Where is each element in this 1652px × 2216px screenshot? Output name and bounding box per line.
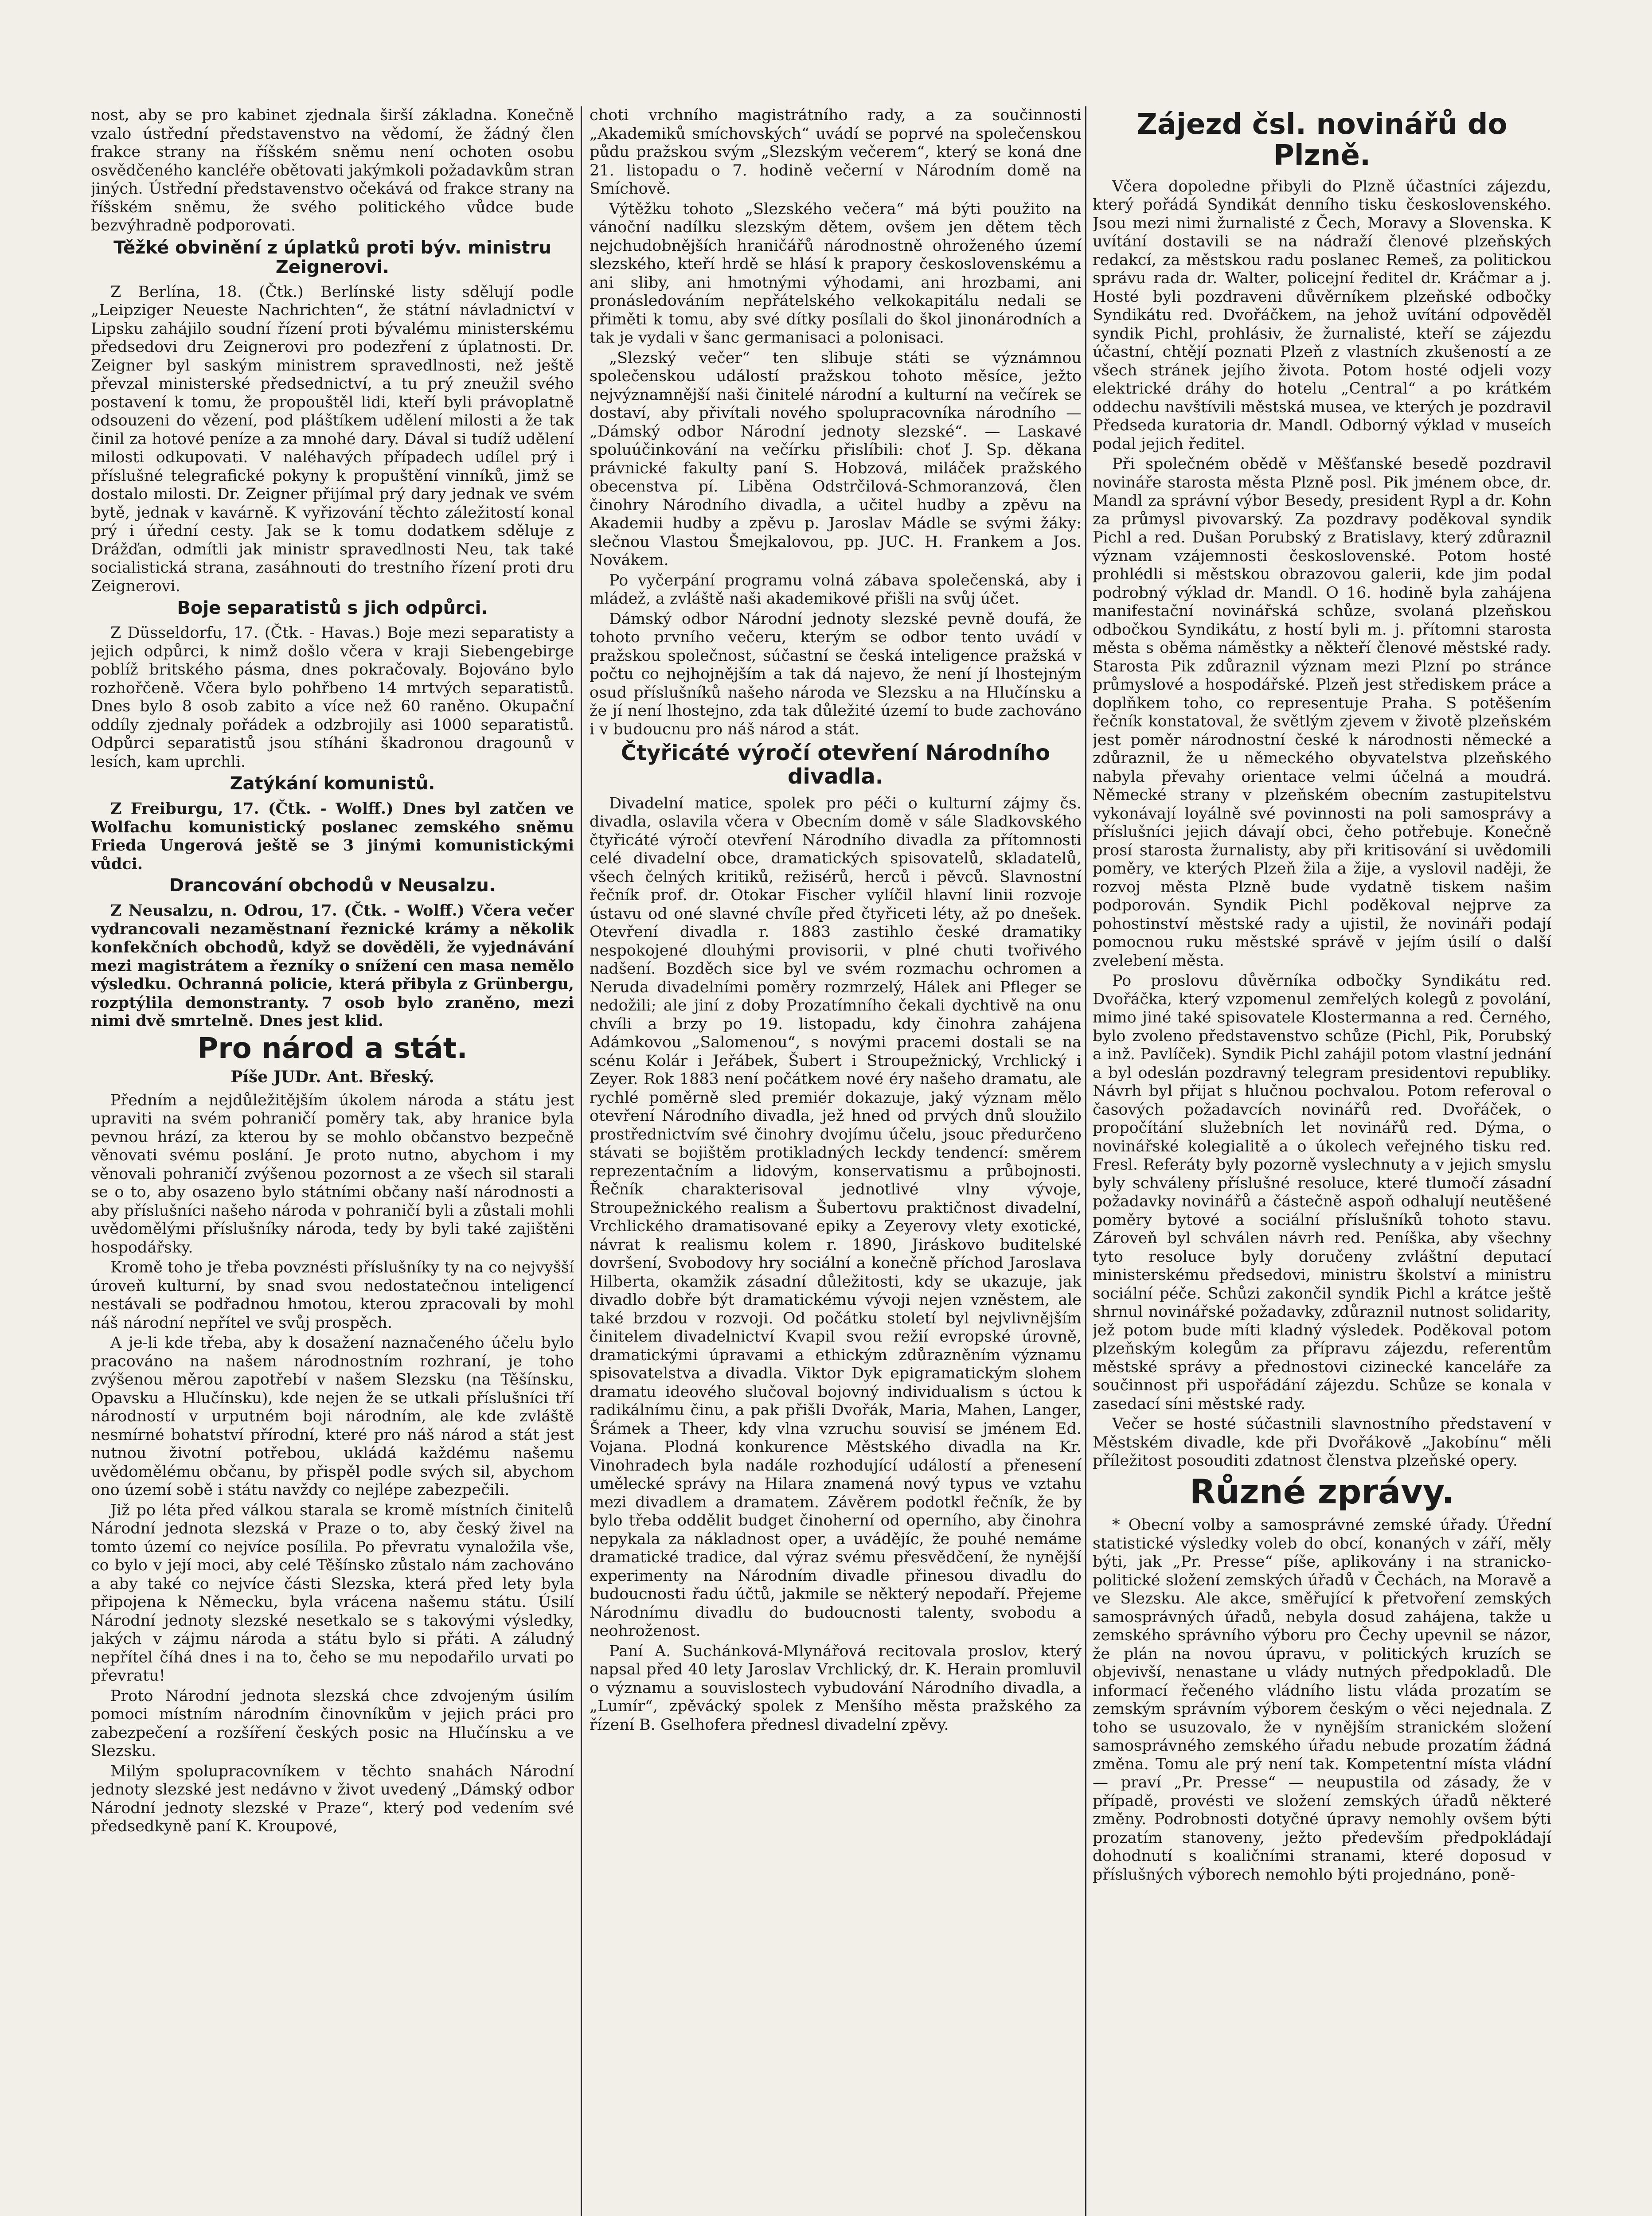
article-headline: Těžké obvinění z úplatků proti býv. ministru Zeignerovi.: [113, 237, 551, 277]
article-headline: Drancování obchodů v Neusalzu.: [169, 875, 496, 896]
article-paragraph: Předním a nejdůležitějším úkolem národa a státu jest upraviti na svém pohraničí poměry tak, aby hranice byla pevnou hrází, za kterou by se mohlo občanstvo bezpečně věnovati svému poslání. Je proto nutno, abychom i my věnovali pohraničí zvýšenou pozornost a ze všech sil starali se o to, aby osazeno bylo státními občany naší národnosti a aby příslušníci našeho národa v pohraničí byli a zůstali mohli uvědomělými příslušníky národa, tedy by byli také zajištěni hospodářsky.: [91, 1091, 574, 1256]
article-headline: Různé zprávy.: [1189, 1471, 1455, 1511]
article-paragraph: Paní A. Suchánková-Mlynářová recitovala proslov, který napsal před 40 lety Jaroslav Vrchlický, dr. K. Herain promluvil o významu a souvislostech vybudování Národního divadla, a „Lumír“, zpěvácký spolek z Menšího města pražského za řízení B. Gselhofera přednesl divadelní zpěvy.: [590, 1642, 1082, 1734]
article-paragraph: Po proslovu důvěrníka odbočky Syndikátu red. Dvořáčka, který vzpomenul zemřelých kolegů z povolání, mimo jiné také spisovatele Klostermanna a red. Černého, bylo zvoleno představenstvo schůze (Pichl, Pik, Porubský a inž. Pavlíček). Syndik Pichl zahájil potom vlastní jednání a byl odeslán pozdravný telegram presidentovi republiky. Návrh byl přijat s hlučnou pochvalou. Potom referoval o časových požadavcích novinářů red. Dvořáček, o propočítání služebních let novinářů red. Dýma, o novinářské kolegialitě a o úkolech veřejného tisku red. Fresl. Referáty byly pozorně vyslechnuty a v jejich smyslu byly schváleny příslušné resoluce, které tlumočí zásadní požadavky novinářů a částečně aspoň odhalují neutěšené poměry bytové a sociální příslušníků tohoto stavu. Zároveň byl schválen návrh red. Peníška, aby všechny tyto resoluce byly doručeny zvláštní deputací ministerskému předsedovi, ministru školství a ministru sociální péče. Schůzi zakončil syndik Pichl a krátce ještě shrnul novinářské požadavky, zdůraznil nutnost solidarity, jež potom bude míti kladný výsledek. Poděkoval potom plzeňským kolegům za přípravu zájezdu, referentům městské správy a přednostovi cizinecké kanceláře za součinnost při uspořádání zájezdu. Schůze se konala v zasedací síni městské rady.: [1093, 972, 1551, 1413]
article-byline: Píše JUDr. Ant. Břeský.: [230, 1067, 434, 1086]
article-paragraph: Proto Národní jednota slezská chce zdvojeným úsilím pomoci místním národním činovníkům v jejich práci pro zabezpečení a rozšíření českých posic na Hlučínsku a ve Slezsku.: [91, 1687, 574, 1760]
article-paragraph: * Obecní volby a samosprávné zemské úřady. Úřední statistické výsledky voleb do obcí, konaných v září, měly býti, jak „Pr. Presse“ píše, aplikovány i na stranicko-politické složení zemských úřadů v Čechách, na Moravě a ve Slezsku. Ale akce, směřující k přetvoření zemských samosprávných úřadů, nebyla dosud zahájena, takže u zemského správního výboru pro Čechy upevnil se názor, že plán na novou úpravu, v politických kruzích se objevivší, nenastane u vlády nutných předpokladů. Dle informací řečeného vládního listu vláda prozatím se zemským správním výborem českým o věci nejednala. Z toho se usuzovalo, že v nynějším stranickém složení samosprávného zemského úřadu nebude prozatím žádná změna. Tomu ale prý není tak. Kompetentní místa vládní — praví „Pr. Presse“ — neupustila od zásady, že v případě, provésti ve složení zemských úřadů některé změny. Podrobnosti dotyčné úpravy nemohly ovšem býti prozatím stanoveny, ježto především předpokládají dohodnutí s koaličními stranami, které doposud v příslušných výborech nemohlo býti projednáno, poně-: [1093, 1516, 1551, 1884]
article-headline: Boje separatistů s jich odpůrci.: [177, 598, 488, 618]
column-right: [1093, 106, 1551, 2216]
article-paragraph: Z Düsseldorfu, 17. (Čtk. - Havas.) Boje mezi separatisty a jejich odpůrci, k nimž došlo včera v kraji Siebengebirge poblíž britského pásma, dnes pokračovaly. Bojováno bylo rozhořčeně. Včera bylo pohřbeno 14 mrtvých separatistů. Dnes bylo 8 osob zabito a více než 60 raněno. Okupační oddíly zjednaly pořádek a odzbrojily asi 1000 separatistů. Odpůrci separatistů jsou stíháni škadronou dragounů v lesích, kam uprchli.: [91, 624, 574, 771]
article-paragraph: Divadelní matice, spolek pro péči o kulturní zájmy čs. divadla, oslavila včera v Obecním domě v sále Sladkovského čtyřicáté výročí otevření Národního divadla za přítomnosti celé divadelní obce, dramatických spisovatelů, skladatelů, všech čelných kritiků, režisérů, herců i pěvců. Slavnostní řečník prof. dr. Otokar Fischer vylíčil hlavní linii rozvoje ústavu od oné slavné chvíle před čtyřiceti léty, až po dnešek. Otevření divadla r. 1883 zastihlo české dramatiky nespokojené dlouhými provisorii, v plné chuti tvořivého nadšení. Bozděch sice byl ve svém rozmachu ochromen a Neruda divadelními poměry rozmrzelý, Hálek ani Pfleger se nedožili; ale jiní z doby Prozatímního čekali dychtivě na onu chvíli a brzy po 19. listopadu, kdy činohra zahájena Adámkovou „Salomenou“, s novými pracemi dostali se na scénu Kolár i Jeřábek, Šubert i Stroupežnický, Vrchlický i Zeyer. Rok 1883 není počátkem nové éry našeho dramatu, ale rychlé poměrně sled premiér dokazuje, jaký význam mělo otevření Národního divadla, jež hned od prvých dnů sloužilo prostřednictvím své činohry dvojímu účelu, jsouc předurčeno stávati se bojištěm protikladných leckdy tendencí: směrem reprezentačním a lidovým, konservatismu a průbojnosti. Řečník charakterisoval jednotlivé vlny vývoje, Stroupežnického realism a Šubertovu praktičnost divadelní, Vrchlického dramatisované epiky a Zeyerovy vlety exotické, návrat k realismu kolem r. 1890, Jiráskovo buditelské dovršení, Svobodovy hry sociální a konečně příchod Jaroslava Hilberta, okamžik zásadní důležitosti, kdy se ukazuje, jak divadlo dobře být dramatickému vývoji nejen vzněstem, ale také brzdou v rozvoji. Od počátku století byl nejvlivnějším činitelem divadelnictví Kvapil svou režií evropské úrovně, dramatickými úpravami a ethickým zdůrazněním významu spisovatelstva a divadla. Viktor Dyk epigramatickým slohem dramatu ideového slučoval bojovný individualism s úctou k radikálnímu činu, a pak přišli Dvořák, Maria, Mahen, Langer, Šrámek a Theer, kdy vlna vzruchu souvisí se jménem Ed. Vojana. Plodná konkurence Městského divadla na Kr. Vinohradech byla nadále rozhodující událostí a přenesení umělecké správy na Hilara znamená nový typus ve vztahu mezi divadlem a dramatem. Závěrem podotkl řečník, že by bylo třeba oddělit budget činoherní od operního, aby činohra nepykala za nákladnost oper, a uvádějíc, že pouhé nemáme dramatické tradice, dal výraz svému přesvědčení, že nynější experimenty na Národním divadle přinesou divadlu do budoucnosti řadu účtů, jakmile se některý nepodaří. Přejeme Národnímu divadlu do budoucnosti talenty, svobodu a neohroženost.: [590, 794, 1082, 1640]
article-paragraph: Již po léta před válkou starala se kromě místních činitelů Národní jednota slezská v Praze o to, aby český živel na tomto území co nejvíce posílila. Po převratu vynaložila vše, co bylo v její moci, aby celé Těšínsko zůstalo nám zachováno a aby také co nejvíce části Slezska, která před lety byla připojena k Německu, byla vrácena našemu státu. Úsilí Národní jednoty slezské nesetkalo se s takovými výsledky, jakých v zájmu národa a státu bylo si přáti. A záludný nepřítel číhá dnes i na to, čeho se mu nepodařilo urvati po převratu!: [91, 1501, 574, 1685]
article-paragraph: Včera dopoledne přibyli do Plzně účastníci zájezdu, který pořádá Syndikát denního tisku československého. Jsou mezi nimi žurnalisté z Čech, Moravy a Slovenska. K uvítání dostavili se na nádraží členové plzeňských redakcí, za městskou radu poslanec Remeš, za politickou správu rada dr. Walter, policejní ředitel dr. Kráčmar a j. Hosté byli pozdraveni důvěrníkem plzeňské odbočky Syndikátu red. Dvořáčkem, na jehož uvítání odpověděl syndik Pichl, prohlásiv, že žurnalisté, kteří se zájezdu účastní, chtějí poznati Plzeň z vlastních zkušeností a ze všech stránek jejího života. Potom hosté odjeli vozy elektrické dráhy do hotelu „Central“ a po krátkém oddechu navštívili městská musea, ve kterých je pozdravil Předseda kuratoria dr. Mandl. Odborný výklad v museích podal jejich ředitel.: [1093, 177, 1551, 453]
article-paragraph: „Slezský večer“ ten slibuje státi se význámnou společenskou událostí pražskou tohoto měsíce, ježto nejvýznamnější naši činitelé národní a kulturní na večírek se dostaví, aby přivítali nového spolupracovníka národního — „Dámský odbor Národní jednoty slezské“. — Laskavé spoluúčinkování na večírku přislíbili: choť J. Sp. děkana právnické fakulty paní S. Hobzová, miláček pražského obecenstva pí. Liběna Odstrčilová-Schmoranzová, člen činohry Národního divadla, a učitel hudby a zpěvu na Akademii hudby a zpěvu p. Jaroslav Mádle se svými žáky: slečnou Vlastou Šmejkalovou, pp. JUC. H. Frankem a Jos. Novákem.: [590, 349, 1082, 569]
column-middle: [590, 106, 1082, 2216]
column-rule: [581, 106, 582, 2216]
article-headline: Pro národ a stát.: [197, 1032, 468, 1065]
article-paragraph: Po vyčerpání programu volná zábava společenská, aby i mládež, a zvláště naši akademikové přišli na svůj účet.: [590, 571, 1082, 608]
article-paragraph: Dámský odbor Národní jednoty slezské pevně doufá, že tohoto prvního večeru, kterým se odbor tento uvádí v pražskou společnost, súčastní se česká inteligence pražská v počtu co nejhojnějším a tak dá najevo, že není jí lhostejným osud příslušníků našeho národa ve Slezsku a na Hlučínsku a že jí není lhostejno, zda tak důležité území to bude zachováno i v budoucnu pro náš národ a stát.: [590, 610, 1082, 738]
article-paragraph: Při společném obědě v Měšťanské besedě pozdravil novináře starosta města Plzně posl. Pik jménem obce, dr. Mandl za správní výbor Besedy, president Rypl a dr. Kohn za průmysl pivovarský. Za pozdravy poděkoval syndik Pichl a red. Dušan Porubský z Bratislavy, který zdůraznil význam vzájemnosti československé. Potom hosté prohlédli si městskou obrazovou galerii, kde jim podal podrobný výklad dr. Mandl. O 16. hodině byla zahájena manifestační novinářská schůze, svolaná plzeňskou odbočkou Syndikátu, z hostí byli m. j. přítomni starosta města s oběma náměstky a někteří členové městské rady. Starosta Pik zdůraznil význam mezi Plzní po stránce průmyslové a hospodářské. Plzeň jest střediskem práce a doplňkem toho, co representuje Praha. S potěšením řečník konstatoval, že světlým zjevem v životě plzeňském jest poměr národnostní české k národnosti německé a zdůraznil, že u německého obyvatelstva plzeňského nabyla převahy orientace velmi účelná a moudrá. Německé strany v plzeňském obecním zastupitelstvu vykonávají loyálně své povinnosti na poli samosprávy a příslušníci jejich dávají obci, čeho potřebuje. Konečně prosí starosta žurnalisty, aby při kritisování si uvědomili poměry, ve kterých Plzeň žila a žije, a vyslovil naději, že rozvoj města Plzně bude vydatně tiskem našim podporován. Syndik Pichl poděkoval nejprve za pohostinství městské rady a ujistil, že novináři podají pomocnou ruku městské správě v jejím úsilí o další zvelebení města.: [1093, 455, 1551, 970]
article-paragraph: choti vrchního magistrátního rady, a za součinnosti „Akademiků smíchovských“ uvádí se poprvé na společenskou půdu pražskou svým „Slezským večerem“, který se koná dne 21. listopadu o 7. hodině večerní v Národním domě na Smíchově.: [590, 106, 1082, 198]
article-paragraph: Kromě toho je třeba povznésti příslušníky ty na co nejvyšší úroveň kulturní, by snad svou nedostatečnou inteligencí nestávali se podřadnou hmotou, kterou zpracovali by mohl náš národní nepřítel ve svůj prospěch.: [91, 1259, 574, 1332]
column-left: [91, 106, 574, 2216]
article-paragraph: Výtěžku tohoto „Slezského večera“ má býti použito na vánoční nadílku slezským dětem, ovšem jen dětem těch nejchudobnějších hraničářů národnostně ohroženého území slezského, kteří hrdě se hlásí k prapory československému a ani sliby, ani hmotnými výhodami, ani hrozbami, ani pronásledováním nepřátelského velkokapitálu nedali se přiměti k tomu, aby své dítky posílali do škol jinonárodních a tak je vydali v šanc germanisaci a polonisaci.: [590, 200, 1082, 347]
article-paragraph: Večer se hosté súčastnili slavnostního představení v Městském divadle, kde při Dvořákově „Jakobínu“ měli příležitost posouditi zdatnost členstva plzeňské opery.: [1093, 1415, 1551, 1470]
article-paragraph: Milým spolupracovníkem v těchto snahách Národní jednoty slezské jest nedávno v život uvedený „Dámský odbor Národní jednoty slezské v Praze“, který pod vedením své předsedkyně paní K. Kroupové,: [91, 1762, 574, 1836]
article-paragraph: A je-li kde třeba, aby k dosažení naznačeného účelu bylo pracováno na našem národnostním rozhraní, je toho zvýšenou měrou zapotřebí v našem Slezsku (na Těšínsku, Opavsku a Hlučínsku), kde nejen že se utkali příslušníci tří národností v urputném boji národním, ale kde zvláště nesmírné bohatství přírodní, které pro náš národ a stát jest nutnou životní potřebou, ukládá každému našemu uvědomělému občanu, by přispěl podle svých sil, abychom ono území sobě i státu navždy co nejlépe zabezpečili.: [91, 1334, 574, 1499]
article-headline: Čtyřicáté výročí otevření Národního divadla.: [621, 741, 1051, 789]
article-paragraph: Z Freiburgu, 17. (Čtk. - Wolff.) Dnes byl zatčen ve Wolfachu komunistický poslanec zemského sněmu Frieda Ungerová ještě se 3 jinými komunistickými vůdci.: [91, 800, 574, 873]
column-rule: [1085, 106, 1086, 2216]
article-headline: Zatýkání komunistů.: [230, 773, 435, 794]
article-headline: Zájezd čsl. novinářů do Plzně.: [1136, 108, 1507, 172]
article-paragraph: Z Berlína, 18. (Čtk.) Berlínské listy sdělují podle „Leipziger Neueste Nachrichten“, že státní návladnictví v Lipsku zahájilo soudní řízení proti bývalému ministerskému předsedovi dru Zeignerovi pro podezření z úplatnosti. Dr. Zeigner byl saským ministrem spravedlnosti, než ještě převzal ministerské předsednictví, a tu prý zneužil svého postavení k tomu, že propouštěl lidi, kteří byli právoplatně odsouzeni do vězení, pod pláštíkem udělení milosti a že tak činil za hotové peníze a za mnohé dary. Dával si tudíž udělení milosti odkupovati. V naléhavých případech udílel prý i příslušné telegrafické pokyny k propuštění vinníků, jimž se dostalo milosti. Dr. Zeigner přijímal prý dary jednak ve svém bytě, jednak v kavárně. K vyřizování těchto záležitostí konal prý i úřední cesty. Jak se k tomu dodatkem sděluje z Drážďan, odmítli jak ministr spravedlnosti Neu, tak také socialistická strana, zasáhnouti do trestního řízení proti dru Zeignerovi.: [91, 283, 574, 595]
article-paragraph: Z Neusalzu, n. Odrou, 17. (Čtk. - Wolff.) Včera večer vydrancovali nezaměstnaní řeznické krámy a několik konfekčních obchodů, když se dověděli, že vyjednávání mezi magistrátem a řezníky o snížení cen masa nemělo výsledku. Ochranná policie, která přibyla z Grünbergu, rozptýlila demonstranty. 7 osob bylo zraněno, mezi nimi dvě smrtelně. Dnes jest klid.: [91, 901, 574, 1030]
article-paragraph: nost, aby se pro kabinet zjednala širší základna. Konečně vzalo ústřední představenstvo na vědomí, že žádný člen frakce strany na říšském sněmu není ochoten osobu osvědčeného kancléře obětovati jakýmkoli požadavkům stran jiných. Ústřední představenstvo očekává od frakce strany na říšském sněmu, že svého politického vůdce bude bezvýhradně podporovati.: [91, 106, 574, 234]
